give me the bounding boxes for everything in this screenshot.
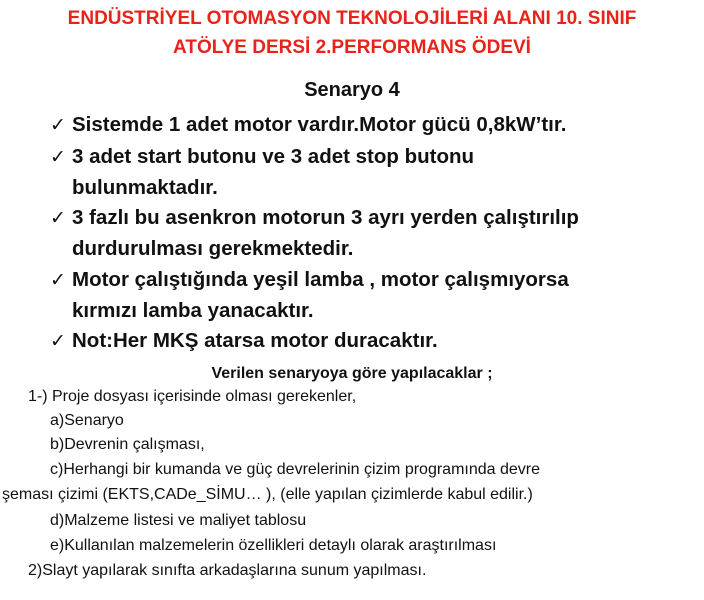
checkmark-icon: ✓ (50, 331, 66, 352)
bullet-text-continued: durdurulması gerekmektedir. (72, 237, 354, 260)
page-title-line2: ATÖLYE DERSİ 2.PERFORMANS ÖDEVİ (173, 37, 531, 58)
bullet-text-continued: bulunmaktadır. (72, 176, 218, 199)
task-item-1d: d)Malzeme listesi ve maliyet tablosu (50, 512, 307, 529)
task-item-1c: c)Herhangi bir kumanda ve güç devrelerinin çizim programında devre (50, 461, 541, 478)
bullet-text: 3 adet start butonu ve 3 adet stop butonu (72, 145, 475, 168)
task-item-1: 1-) Proje dosyası içerisinde olması gerekenler, (28, 388, 357, 405)
task-item-2: 2)Slayt yapılarak sınıfta arkadaşlarına sunum yapılması. (28, 562, 427, 579)
checkmark-icon: ✓ (50, 115, 66, 136)
page-title-line1: ENDÜSTRİYEL OTOMASYON TEKNOLOJİLERİ ALANI 10. SINIF (67, 8, 637, 29)
scenario-heading: Senaryo 4 (304, 79, 400, 101)
bullet-note (50, 326, 438, 357)
task-item-1b: b)Devrenin çalışması, (50, 436, 205, 453)
checkmark-icon: ✓ (50, 147, 66, 168)
task-item-1a: a)Senaryo (50, 412, 124, 429)
bullet-text: Sistemde 1 adet motor vardır.Motor gücü 0,8kW’tır. (72, 113, 567, 136)
tasks-heading: Verilen senaryoya göre yapılacaklar ; (211, 365, 493, 382)
checkmark-icon: ✓ (50, 208, 66, 229)
bullet-text-continued: kırmızı lamba yanacaktır. (72, 299, 314, 322)
bullet-motor-power (50, 110, 566, 141)
checkmark-icon: ✓ (50, 270, 66, 291)
bullet-control-locations (50, 203, 579, 264)
bullet-text: Motor çalıştığında yeşil lamba , motor çalışmıyorsa (72, 268, 569, 291)
bullet-text: Not:Her MKŞ atarsa motor duracaktır. (72, 329, 438, 352)
task-item-1e: e)Kullanılan malzemelerin özellikleri detaylı olarak araştırılması (50, 537, 497, 554)
bullet-buttons (50, 142, 474, 203)
bullet-text: 3 fazlı bu asenkron motorun 3 ayrı yerden çalıştırılıp (72, 206, 579, 229)
bullet-lamps (50, 265, 569, 326)
task-item-1c-continued: şeması çizimi (EKTS,CADe_SİMU… ), (elle yapılan çizimlerde kabul edilir.) (2, 486, 533, 503)
